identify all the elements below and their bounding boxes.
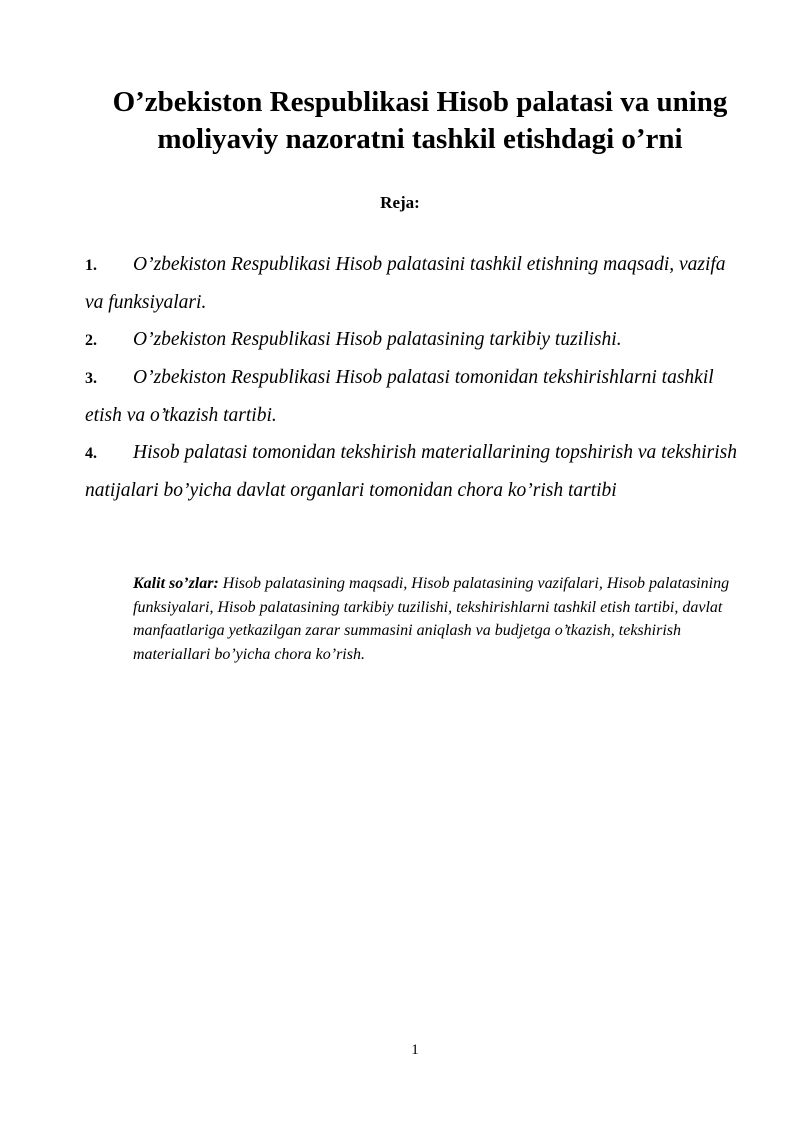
title-line-1: O’zbekiston Respublikasi Hisob palatasi va uning: [112, 86, 728, 118]
plan-item-number: 1.: [85, 257, 97, 274]
plan-item-text: Hisob palatasi tomonidan tekshirish materiallarining topshirish va tekshirish natijalari bo’yicha davlat organlari tomonidan chora ko’rish tartibi: [85, 442, 737, 501]
keywords-label: Kalit so’zlar:: [133, 575, 219, 592]
title-line-2: moliyaviy nazoratni tashkil etishdagi o’rni: [157, 123, 683, 155]
plan-item-text: O’zbekiston Respublikasi Hisob palatasini tashkil etishning maqsadi, vazifa va funksiyalari.: [85, 254, 726, 313]
plan-item-number: 4.: [85, 445, 97, 462]
plan-heading: Reja:: [380, 193, 420, 212]
plan-list: [85, 246, 745, 509]
page-number: 1: [411, 1042, 419, 1058]
keywords-paragraph: [133, 572, 743, 666]
keywords-text: Hisob palatasining maqsadi, Hisob palatasining vazifalari, Hisob palatasining funksiyalari, Hisob palatasining tarkibiy tuzilishi, tekshirishlarni tashkil etish tartibi, davlat manfaatlariga yetkazilgan zarar summasini aniqlash va budjetga o’tkazish, tekshirish materiallari bo’yicha chora ko’rish.: [133, 575, 730, 663]
plan-item-1: [85, 246, 745, 321]
plan-item-text: O’zbekiston Respublikasi Hisob palatasi tomonidan tekshirishlarni tashkil etish va o’tkazish tartibi.: [85, 367, 714, 426]
plan-item-number: 2.: [85, 332, 97, 349]
plan-item-3: [85, 359, 745, 434]
plan-item-4: [85, 434, 745, 509]
document-title: [80, 84, 760, 158]
plan-item-number: 3.: [85, 370, 97, 387]
plan-item-2: [85, 321, 745, 359]
plan-item-text: O’zbekiston Respublikasi Hisob palatasining tarkibiy tuzilishi.: [133, 329, 622, 350]
